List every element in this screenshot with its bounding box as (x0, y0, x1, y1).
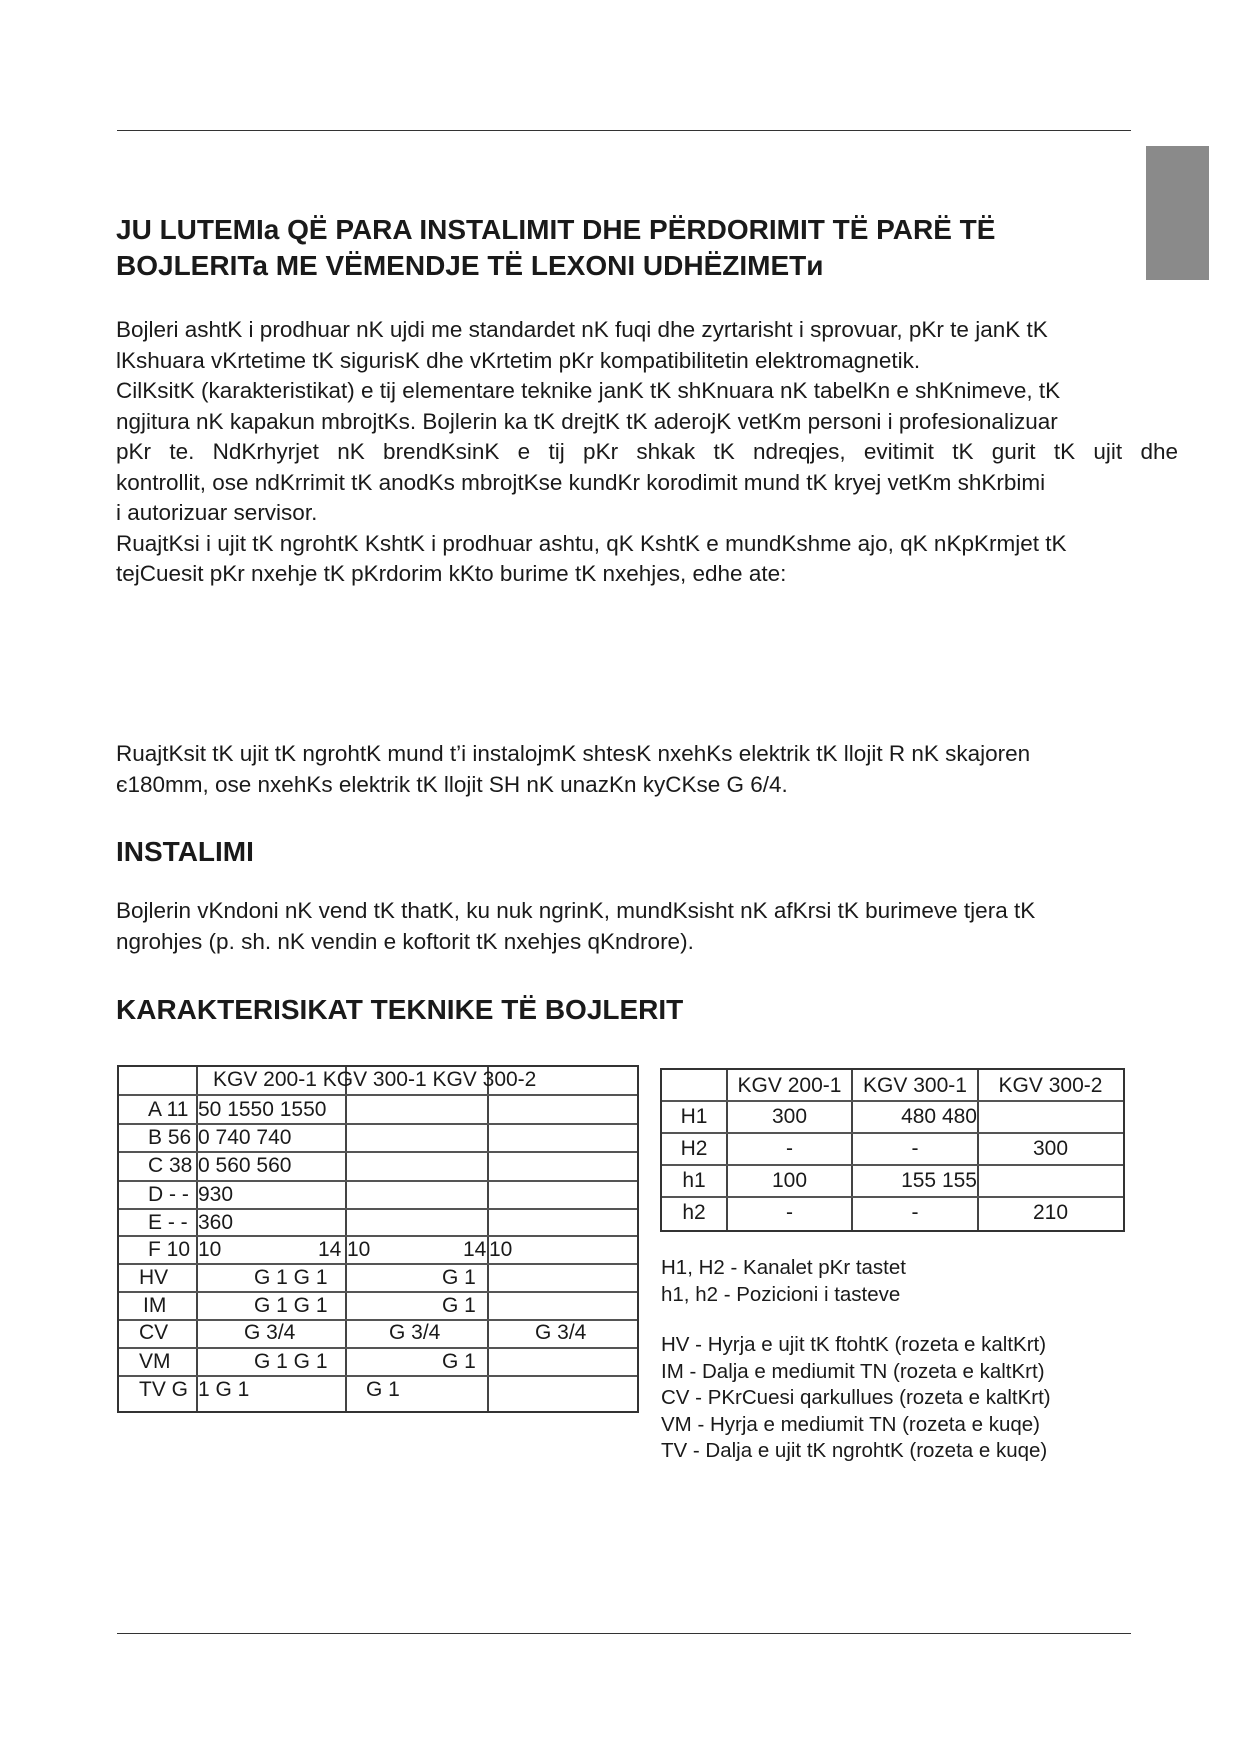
cell-value: 14 (318, 1238, 342, 1261)
cell-value: - (911, 1201, 919, 1224)
channel-legend (661, 1255, 906, 1308)
install-line: Bojlerin vKndoni nK vend tK thatK, ku nuk ngrinK, mundKsisht nK afKrsi tK burimeve tjera tK (116, 898, 1036, 923)
intro-line: RuajtKsi i ujit tK ngrohtK KshtK i prodhuar ashtu, qK KshtK e mundKshme ajo, qK nKpKrmjet tK (116, 530, 1067, 556)
dimensions-table-right (660, 1068, 1125, 1232)
table-hline (119, 1123, 637, 1125)
heater-line: RuajtKsit tK ujit tK ngrohtK mund t’i instalojmK shtesK nxehKs elektrik tK llojit R nK skajoren (116, 741, 1031, 766)
row-label: h1 (682, 1169, 706, 1192)
table-hline (119, 1208, 637, 1210)
intro-line: CilKsitK (karakteristikat) e tij elementare teknike janK tK shKnuara nK tabelKn e shKnimeve, tK (116, 378, 1061, 403)
legend-line: IM - Dalja e mediumit TN (rozeta e kaltKrt) (661, 1359, 1045, 1383)
cell-value: G 3/4 (389, 1321, 441, 1344)
install-paragraph (116, 896, 1178, 957)
table-hline (119, 1180, 637, 1182)
row-label: H2 (680, 1137, 708, 1160)
row-label: F 10 (148, 1238, 191, 1261)
cell-value: 1 G 1 (198, 1378, 250, 1401)
cell-value: 14 (463, 1238, 487, 1261)
row-label: A 11 (148, 1098, 189, 1121)
table-hline (119, 1263, 637, 1265)
row-label: B 56 (148, 1126, 192, 1149)
cell-value: G 1 (366, 1378, 400, 1401)
row-label: TV G (139, 1378, 189, 1401)
legend-line: H1, H2 - Kanalet pKr tastet (661, 1256, 906, 1279)
cell-value: 155 155 (901, 1169, 977, 1192)
heater-paragraph (116, 739, 1178, 800)
table-hline (119, 1094, 637, 1096)
row-label: C 38 (148, 1154, 193, 1177)
cell-value: G 1 G 1 (254, 1350, 328, 1373)
legend-line: h1, h2 - Pozicioni i tasteve (661, 1282, 901, 1306)
table-hline (662, 1164, 1123, 1166)
intro-line: Bojleri ashtK i prodhuar nK ujdi me standardet nK fuqi dhe zyrtarisht i sprovuar, pKr te janK tK (116, 317, 1048, 342)
row-label: H1 (680, 1105, 708, 1128)
cell-value: 0 560 560 (198, 1154, 292, 1177)
cell-value: 210 (1032, 1201, 1069, 1224)
table-hline (119, 1235, 637, 1237)
row-label: D - - (148, 1183, 189, 1206)
table-hline (119, 1375, 637, 1377)
specs-table-left (117, 1065, 639, 1413)
intro-line: i autorizuar servisor. (116, 500, 318, 525)
cell-value: 0 740 740 (198, 1126, 292, 1149)
side-tab-marker (1146, 146, 1209, 280)
table-hline (662, 1132, 1123, 1134)
row-label: CV (139, 1321, 169, 1344)
row-label: HV (139, 1266, 169, 1289)
cell-value: - (786, 1137, 793, 1160)
connection-legend (661, 1332, 1051, 1465)
cell-value: G 1 (442, 1350, 476, 1373)
table-hline (119, 1291, 637, 1293)
legend-line: TV - Dalja e ujit tK ngrohtK (rozeta e kuqe) (661, 1439, 1048, 1462)
title-line-2: BOJLERITa ME VËMENDJE TË LEXONI UDHËZIMETи (116, 250, 824, 281)
cell-value: 360 (198, 1211, 234, 1234)
intro-line: tejCuesit pKr nxehje tK pKrdorim kKto burime tK nxehjes, edhe ate: (116, 561, 787, 586)
legend-line: VM - Hyrja e mediumit TN (rozeta e kuqe) (661, 1412, 1040, 1436)
page-title (116, 212, 1116, 284)
intro-line: pKr te. NdKrhyrjet nK brendKsinK e tij pKr shkak tK ndreqjes, evitimit tK gurit tK ujit dhe (116, 439, 1178, 464)
cell-value: 300 (771, 1105, 808, 1128)
cell-value: 50 1550 1550 (198, 1098, 327, 1121)
cell-value: - (786, 1201, 793, 1224)
cell-value: 10 (347, 1238, 371, 1261)
cell-value: 480 480 (901, 1105, 977, 1128)
legend-line: CV - PKrCuesi qarkullues (rozeta e kaltKrt) (661, 1386, 1051, 1409)
cell-value: G 3/4 (244, 1321, 296, 1344)
row-label: E - - (148, 1211, 188, 1234)
install-line: ngrohjes (p. sh. nK vendin e koftorit tK nxehjes qKndrore). (116, 928, 694, 954)
table-hline (119, 1347, 637, 1349)
cell-value: 100 (771, 1169, 808, 1192)
row-label: IM (143, 1294, 167, 1317)
table-hline (119, 1151, 637, 1153)
column-header: KGV 300-2 (998, 1074, 1103, 1097)
intro-line: kontrollit, ose ndKrrimit tK anodKs mbrojtKse kundKr korodimit mund tK kryej vetKm shKrbimi (116, 469, 1046, 495)
heater-line: є180mm, ose nxehKs elektrik tK llojit SH nK unazKn kyCKse G 6/4. (116, 771, 788, 797)
cell-value: G 1 (442, 1294, 476, 1317)
table-hline (662, 1196, 1123, 1198)
cell-value: 10 (489, 1238, 513, 1261)
table-hline (662, 1100, 1123, 1102)
intro-paragraph (116, 315, 1178, 590)
cell-value: G 1 G 1 (254, 1294, 328, 1317)
intro-line: lKshuara vKrtetime tK sigurisK dhe vKrtetim pKr kompatibilitetin elektromagnetik. (116, 347, 921, 373)
cell-value: 300 (1032, 1137, 1069, 1160)
column-header: KGV 300-1 (863, 1074, 967, 1097)
bottom-rule (117, 1633, 1131, 1634)
row-label: VM (139, 1350, 171, 1373)
specs-heading: KARAKTERISIKAT TEKNIKE TË BOJLERIT (116, 994, 684, 1025)
table-header: KGV 200-1 KGV 300-1 KGV 300-2 (213, 1068, 537, 1091)
cell-value: 930 (198, 1183, 234, 1206)
cell-value: G 1 G 1 (254, 1266, 328, 1289)
title-line-1: JU LUTEMIa QË PARA INSTALIMIT DHE PËRDORIMIT TË PARË TË (116, 214, 996, 245)
cell-value: - (911, 1137, 919, 1160)
cell-value: G 1 (442, 1266, 476, 1289)
cell-value: G 3/4 (535, 1321, 587, 1344)
install-heading: INSTALIMI (116, 836, 254, 867)
column-header: KGV 200-1 (737, 1074, 842, 1097)
intro-line: ngjitura nK kapakun mbrojtKs. Bojlerin ka tK drejtK tK aderojK vetKm personi i profesionalizuar (116, 408, 1058, 434)
cell-value: 10 (198, 1238, 222, 1261)
row-label: h2 (682, 1201, 706, 1224)
top-rule (117, 130, 1131, 131)
legend-line: HV - Hyrja e ujit tK ftohtK (rozeta e kaltKrt) (661, 1333, 1047, 1356)
